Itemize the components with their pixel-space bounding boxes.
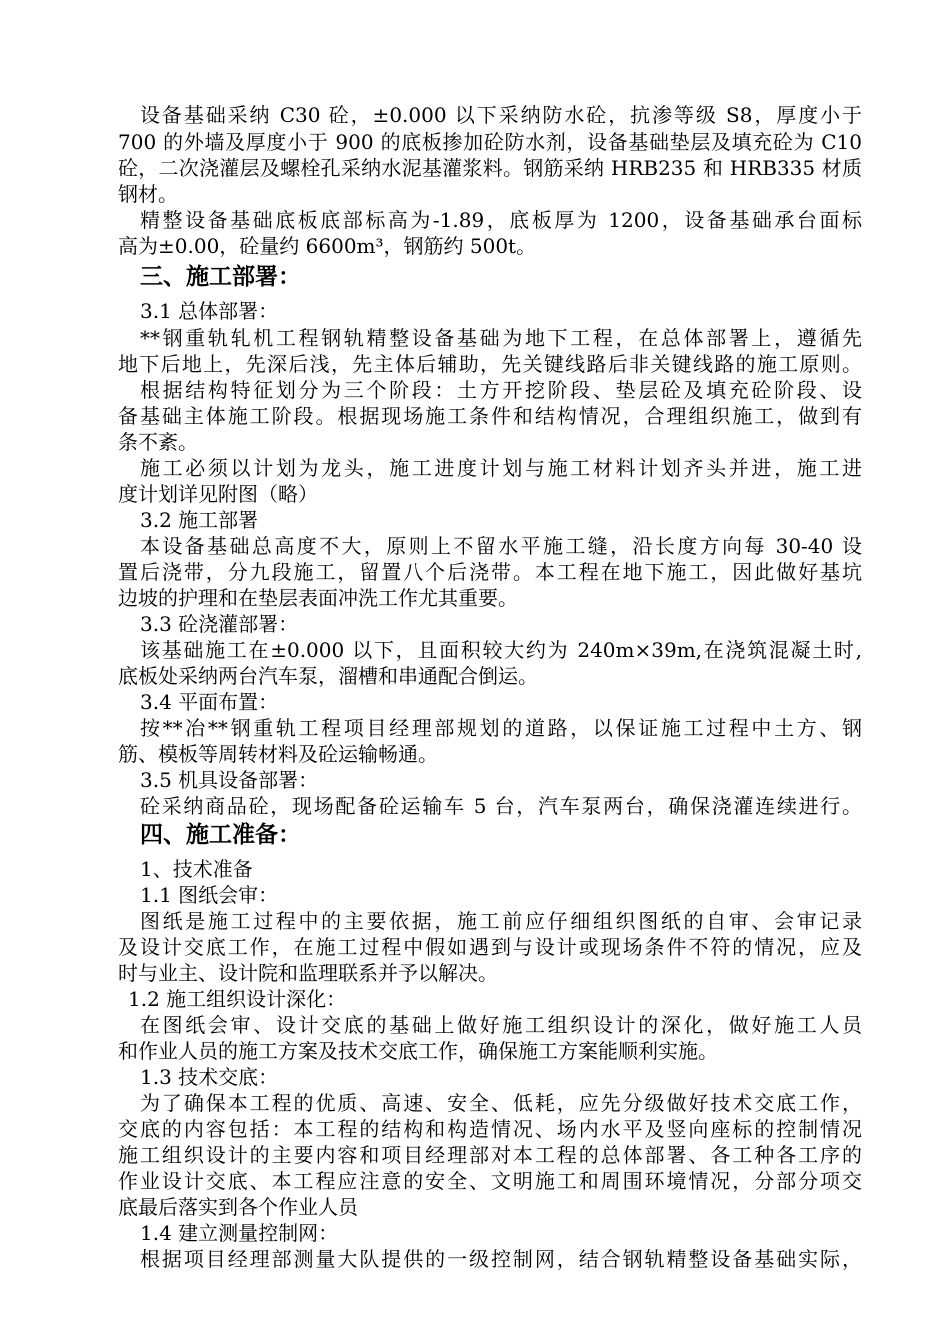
subsection-title: 3.3 砼浇灌部署： — [140, 612, 299, 636]
paragraph-line: 700 的外墙及厚度小于 900 的底板掺加砼防水剂，设备基础垫层及填充砼为 C10 — [118, 130, 862, 154]
subsection-title: 1.4 建立测量控制网： — [140, 1221, 339, 1245]
paragraph-line: 图纸是施工过程中的主要依据，施工前应仔细组织图纸的自审、会审记录 — [140, 909, 862, 933]
paragraph-line: 根据结构特征划分为三个阶段：土方开挖阶段、垫层砼及填充砼阶段、设 — [140, 378, 862, 402]
paragraph-line: 根据项目经理部测量大队提供的一级控制网，结合钢轨精整设备基础实际， — [140, 1247, 862, 1271]
subsection-title: 3.2 施工部署 — [140, 508, 259, 532]
paragraph-line: 钢材。 — [118, 182, 178, 206]
paragraph-line: 度计划详见附图（略） — [118, 482, 318, 506]
section-heading: 三、施工部署： — [140, 264, 301, 290]
paragraph-line: 置后浇带，分九段施工，留置八个后浇带。本工程在地下施工，因此做好基坑 — [118, 560, 862, 584]
paragraph-line: 及设计交底工作，在施工过程中假如遇到与设计或现场条件不符的情况，应及 — [118, 935, 862, 959]
paragraph-line: 施工组织设计的主要内容和项目经理部对本工程的总体部署、各工种各工序的 — [118, 1143, 862, 1167]
subsection-title: 1、技术准备 — [140, 857, 253, 881]
paragraph-line: 在图纸会审、设计交底的基础上做好施工组织设计的深化，做好施工人员 — [140, 1013, 862, 1037]
paragraph-line: 砼采纳商品砼，现场配备砼运输车 5 台，汽车泵两台，确保浇灌连续进行。 — [140, 794, 862, 818]
paragraph-line: 交底的内容包括：本工程的结构和构造情况、场内水平及竖向座标的控制情况 — [118, 1117, 862, 1141]
paragraph-line: 作业设计交底、本工程应注意的安全、文明施工和周围环境情况，分部分项交 — [118, 1169, 862, 1193]
paragraph-line: 该基础施工在±0.000 以下，且面积较大约为 240m×39m,在浇筑混凝土时, — [140, 638, 862, 662]
paragraph-line: 时与业主、设计院和监理联系并予以解决。 — [118, 961, 498, 985]
paragraph-line: 地下后地上，先深后浅，先主体后辅助，先关键线路后非关键线路的施工原则。 — [118, 352, 862, 376]
paragraph-line: 筋、模板等周转材料及砼运输畅通。 — [118, 742, 438, 766]
paragraph-line: 施工必须以计划为龙头，施工进度计划与施工材料计划齐头并进，施工进 — [140, 456, 862, 480]
subsection-title: 1.3 技术交底： — [140, 1065, 279, 1089]
subsection-title: 3.1 总体部署： — [140, 299, 279, 323]
paragraph-line: 按**冶**钢重轨工程项目经理部规划的道路，以保证施工过程中土方、钢 — [140, 716, 862, 740]
paragraph-line: 为了确保本工程的优质、高速、安全、低耗，应先分级做好技术交底工作， — [140, 1091, 862, 1115]
paragraph-line: 边坡的护理和在垫层表面冲洗工作尤其重要。 — [118, 586, 518, 610]
paragraph-line: 砼，二次浇灌层及螺栓孔采纳水泥基灌浆料。钢筋采纳 HRB235 和 HRB335 材质 — [118, 156, 862, 180]
paragraph-line: 和作业人员的施工方案及技术交底工作，确保施工方案能顺利实施。 — [118, 1039, 718, 1063]
paragraph-line: 设备基础采纳 C30 砼，±0.000 以下采纳防水砼，抗渗等级 S8，厚度小于 — [140, 103, 862, 127]
paragraph-line: 条不紊。 — [118, 430, 198, 454]
paragraph-line: 高为±0.00，砼量约 6600m³，钢筋约 500t。 — [118, 234, 537, 258]
paragraph-line: 底最后落实到各个作业人员 — [118, 1195, 358, 1219]
subsection-title: 1.2 施工组织设计深化： — [128, 987, 347, 1011]
section-heading: 四、施工准备： — [140, 822, 301, 848]
subsection-title: 3.5 机具设备部署： — [140, 768, 319, 792]
paragraph-line: 精整设备基础底板底部标高为-1.89，底板厚为 1200，设备基础承台面标 — [140, 208, 862, 232]
paragraph-line: 备基础主体施工阶段。根据现场施工条件和结构情况，合理组织施工，做到有 — [118, 404, 862, 428]
paragraph-line: 底板处采纳两台汽车泵，溜槽和串通配合倒运。 — [118, 664, 538, 688]
paragraph-line: 本设备基础总高度不大，原则上不留水平施工缝，沿长度方向每 30-40 设 — [140, 534, 862, 558]
subsection-title: 3.4 平面布置： — [140, 690, 279, 714]
paragraph-line: **钢重轨轧机工程钢轨精整设备基础为地下工程，在总体部署上，遵循先 — [140, 326, 862, 350]
subsection-title: 1.1 图纸会审： — [140, 883, 279, 907]
